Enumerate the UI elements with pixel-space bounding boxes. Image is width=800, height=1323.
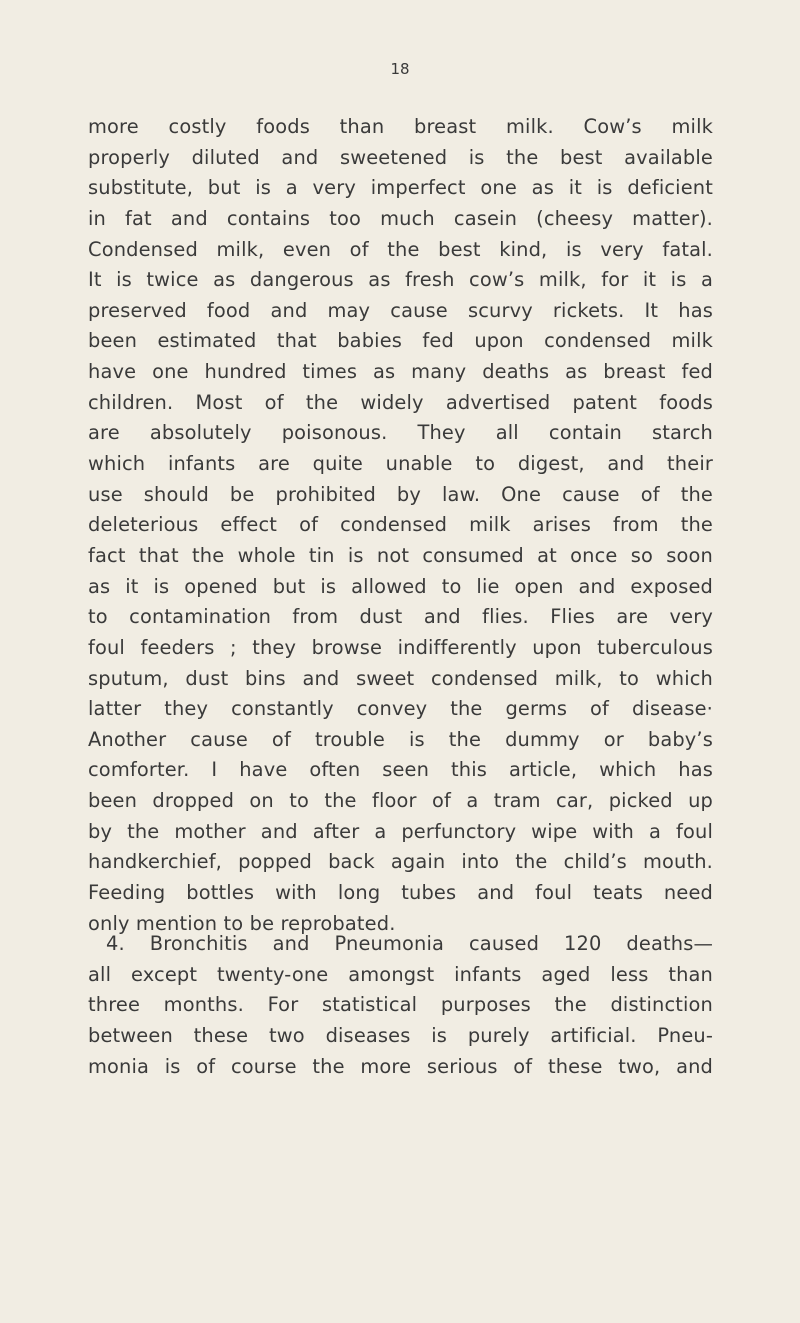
text-line: foul feeders ; they browse indifferently upon tuberculous [88, 635, 713, 659]
page-number: 18 [390, 60, 410, 78]
text-line: been dropped on to the floor of a tram car, picked up [88, 789, 713, 813]
text-line: which infants are quite unable to digest, and their [88, 452, 713, 476]
text-line: use should be prohibited by law. One cause of the [88, 482, 713, 506]
text-line: latter they constantly convey the germs of disease· [88, 697, 713, 721]
text-line: are absolutely poisonous. They all contain starch [88, 421, 713, 445]
text-line: comforter. I have often seen this article, which has [88, 758, 713, 782]
text-line: between these two diseases is purely artificial. Pneu- [88, 1023, 713, 1047]
text-line: all except twenty-one amongst infants aged less than [88, 962, 713, 986]
text-line: in fat and contains too much casein (cheesy matter). [88, 206, 713, 230]
text-line: handkerchief, popped back again into the child’s mouth. [88, 850, 713, 874]
text-line: It is twice as dangerous as fresh cow’s milk, for it is a [88, 268, 713, 292]
text-line: preserved food and may cause scurvy rickets. It has [88, 298, 713, 322]
text-line: substitute, but is a very imperfect one as it is deficient [88, 176, 713, 200]
text-line: have one hundred times as many deaths as breast fed [88, 360, 713, 384]
text-line: by the mother and after a perfunctory wipe with a foul [88, 819, 713, 843]
text-line: deleterious effect of condensed milk arises from the [88, 513, 713, 537]
text-line: sputum, dust bins and sweet condensed milk, to which [88, 666, 713, 690]
text-line: fact that the whole tin is not consumed at once so soon [88, 543, 713, 567]
text-line: Another cause of trouble is the dummy or baby’s [88, 727, 713, 751]
text-line: monia is of course the more serious of these two, and [88, 1054, 713, 1078]
text-line: Condensed milk, even of the best kind, is very fatal. [88, 237, 713, 261]
paragraph-infant-feeding [88, 112, 713, 939]
text-line: more costly foods than breast milk. Cow’s milk [88, 115, 713, 138]
text-line: to contamination from dust and flies. Flies are very [88, 605, 713, 629]
text-line: only mention to be reprobated. [88, 911, 396, 935]
text-line: properly diluted and sweetened is the best available [88, 145, 713, 169]
text-line: Feeding bottles with long tubes and foul teats need [88, 881, 713, 905]
text-line: children. Most of the widely advertised patent foods [88, 390, 713, 414]
paragraph-bronchitis-pneumonia [88, 929, 713, 1082]
text-line: 4. Bronchitis and Pneumonia caused 120 deaths— [106, 932, 713, 955]
text-line: three months. For statistical purposes the distinction [88, 993, 713, 1017]
text-line: been estimated that babies fed upon condensed milk [88, 329, 713, 353]
text-line: as it is opened but is allowed to lie open and exposed [88, 574, 713, 598]
